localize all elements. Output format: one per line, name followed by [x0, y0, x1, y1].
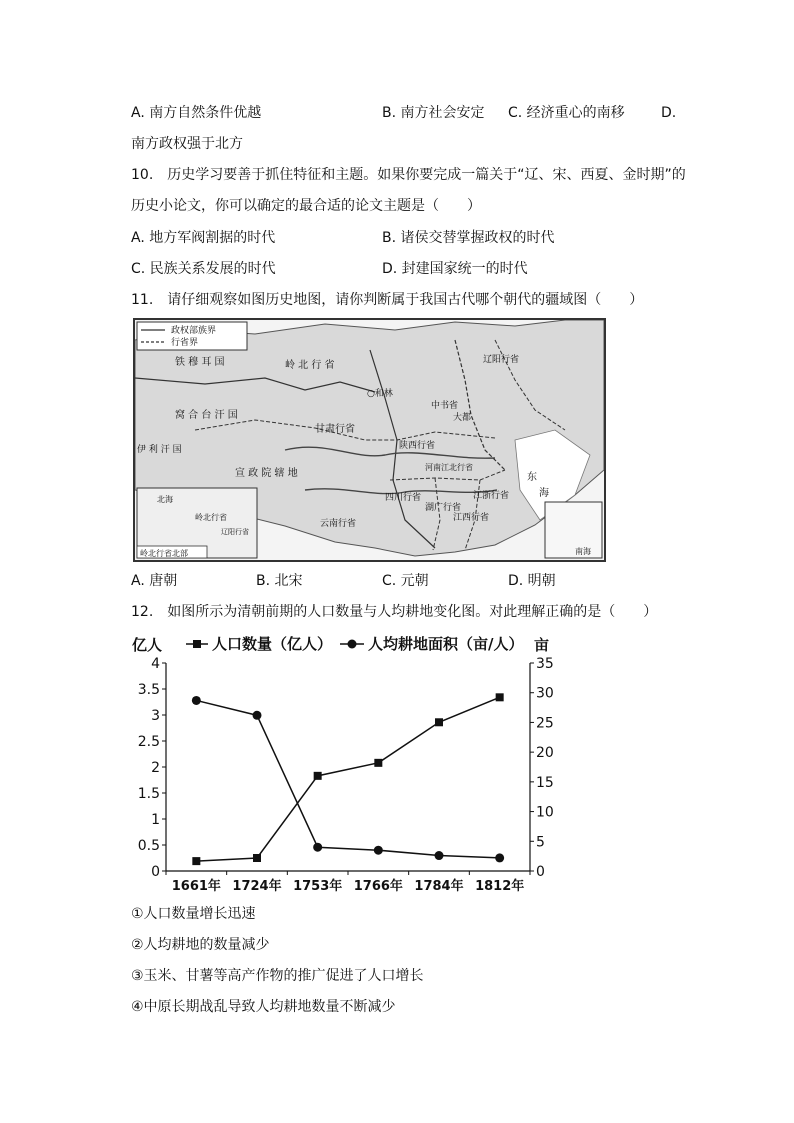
- map-label: 四川行省: [385, 493, 422, 503]
- y-tick-label-right: 5: [536, 834, 545, 851]
- data-point-farmland: [435, 851, 444, 860]
- y-tick-label-left: 0.5: [137, 838, 160, 854]
- x-tick-label: 1661年: [171, 879, 221, 892]
- data-point-farmland: [253, 711, 262, 720]
- q9-option-d: D.: [661, 105, 677, 121]
- q11-option-b: B. 北宋: [256, 573, 303, 589]
- map-label: 湖广行省: [425, 503, 462, 513]
- q10-option-b: B. 诸侯交替掌握政权的时代: [382, 230, 555, 246]
- map-label: 河南江北行省: [425, 463, 473, 472]
- map-label: 岭 北 行 省: [285, 360, 335, 371]
- y-tick-label-left: 3: [151, 708, 160, 724]
- map-label: 东: [527, 472, 537, 483]
- q11-option-a: A. 唐朝: [131, 573, 178, 589]
- x-tick-label: 1766年: [353, 879, 403, 892]
- map-label: 大都: [453, 413, 472, 423]
- q11-stem: 11. 请仔细观察如图历史地图，请你判断属于我国古代哪个朝代的疆域图（ ）: [131, 292, 644, 308]
- q12-stem: 12. 如图所示为清朝前期的人口数量与人均耕地变化图。对此理解正确的是（ ）: [131, 604, 658, 620]
- series-line-farmland: [196, 700, 499, 857]
- map-label: 辽阳行省: [221, 528, 249, 536]
- q12-item-1: ①人口数量增长迅速: [131, 906, 256, 922]
- x-tick-label: 1724年: [232, 879, 282, 892]
- y-tick-label-left: 2: [151, 760, 160, 776]
- chart-svg: [128, 630, 568, 892]
- data-point-farmland: [495, 853, 504, 862]
- x-tick-label: 1753年: [293, 879, 343, 892]
- q12-item-4: ④中原长期战乱导致人均耕地数量不断减少: [131, 999, 396, 1015]
- y-tick-label-right: 20: [536, 745, 554, 762]
- data-point-farmland: [192, 696, 201, 705]
- historical-map: [133, 318, 606, 562]
- y-tick-label-left: 1.5: [137, 786, 160, 802]
- legend-marker-square: [193, 640, 201, 648]
- q10-stem-line1: 10. 历史学习要善于抓住特征和主题。如果你要完成一篇关于“辽、宋、西夏、金时期”的: [131, 167, 686, 183]
- map-drawing: [135, 320, 604, 560]
- map-label: 辽阳行省: [483, 355, 520, 365]
- map-label: 陕西行省: [399, 441, 436, 451]
- x-tick-label: 1812年: [475, 879, 525, 892]
- y-tick-label-left: 4: [151, 656, 160, 672]
- y-tick-label-right: 10: [536, 804, 554, 821]
- map-label: 南海: [575, 547, 591, 556]
- x-tick-label: 1784年: [414, 879, 464, 892]
- y-tick-label-right: 0: [536, 864, 545, 880]
- map-label: 窝 合 台 汗 国: [175, 410, 238, 421]
- q11-option-d: D. 明朝: [508, 573, 556, 589]
- q10-option-d: D. 封建国家统一的时代: [382, 261, 528, 277]
- population-chart: [128, 630, 568, 892]
- map-label: 江浙行省: [473, 491, 510, 501]
- y-tick-label-left: 2.5: [137, 734, 160, 750]
- y-tick-label-right: 25: [536, 715, 554, 732]
- q12-item-2: ②人均耕地的数量减少: [131, 937, 270, 953]
- map-label: 铁 穆 耳 国: [175, 357, 225, 368]
- map-inset-right: [545, 502, 602, 558]
- data-point-farmland: [313, 843, 322, 852]
- data-point-population: [435, 718, 443, 726]
- y-tick-label-right: 30: [536, 685, 554, 702]
- data-point-population: [253, 854, 261, 862]
- y-tick-label-right: 35: [536, 656, 554, 672]
- y-tick-label-right: 15: [536, 774, 554, 791]
- legend-label-farmland: 人均耕地面积（亩/人）: [368, 635, 524, 653]
- q10-stem-line2: 历史小论文，你可以确定的最合适的论文主题是（ ）: [131, 198, 481, 214]
- map-legend-label: 政权部族界: [171, 326, 217, 336]
- data-point-population: [192, 857, 200, 865]
- q10-option-a: A. 地方军阀割据的时代: [131, 230, 276, 246]
- map-label: 甘肃行省: [315, 424, 355, 435]
- map-label: 宣 政 院 辖 地: [235, 468, 298, 479]
- q12-item-3: ③玉米、甘薯等高产作物的推广促进了人口增长: [131, 968, 424, 984]
- q9-option-a: A. 南方自然条件优越: [131, 105, 262, 121]
- series-line-population: [196, 697, 499, 861]
- q9-option-d-text: 南方政权强于北方: [131, 136, 243, 152]
- legend-marker-circle: [348, 640, 357, 649]
- y-tick-label-left: 1: [151, 812, 160, 828]
- map-label: 岭北行省: [195, 513, 227, 522]
- data-point-population: [374, 759, 382, 767]
- map-legend-label: 行省界: [171, 338, 199, 348]
- map-label: 北海: [157, 495, 173, 504]
- data-point-population: [314, 772, 322, 780]
- data-point-population: [496, 693, 504, 701]
- map-label: 中书省: [431, 401, 459, 411]
- q11-option-c: C. 元朝: [382, 573, 429, 589]
- y-tick-label-left: 0: [151, 864, 160, 880]
- q9-option-b: B. 南方社会安定: [382, 105, 485, 121]
- q10-option-c: C. 民族关系发展的时代: [131, 261, 276, 277]
- legend-label-population: 人口数量（亿人）: [212, 635, 333, 653]
- y-axis-label-right: 亩: [534, 636, 550, 654]
- map-label: ○和林: [367, 389, 393, 399]
- y-tick-label-left: 3.5: [137, 682, 160, 698]
- data-point-farmland: [374, 846, 383, 855]
- map-label: 岭北行省北部: [140, 549, 188, 558]
- map-label: 海: [539, 488, 549, 499]
- map-label: 江西行省: [453, 513, 490, 523]
- map-label: 云南行省: [320, 519, 357, 529]
- q9-option-c: C. 经济重心的南移: [508, 105, 625, 121]
- y-axis-label-left: 亿人: [132, 636, 163, 654]
- map-label: 伊 利 汗 国: [137, 445, 182, 455]
